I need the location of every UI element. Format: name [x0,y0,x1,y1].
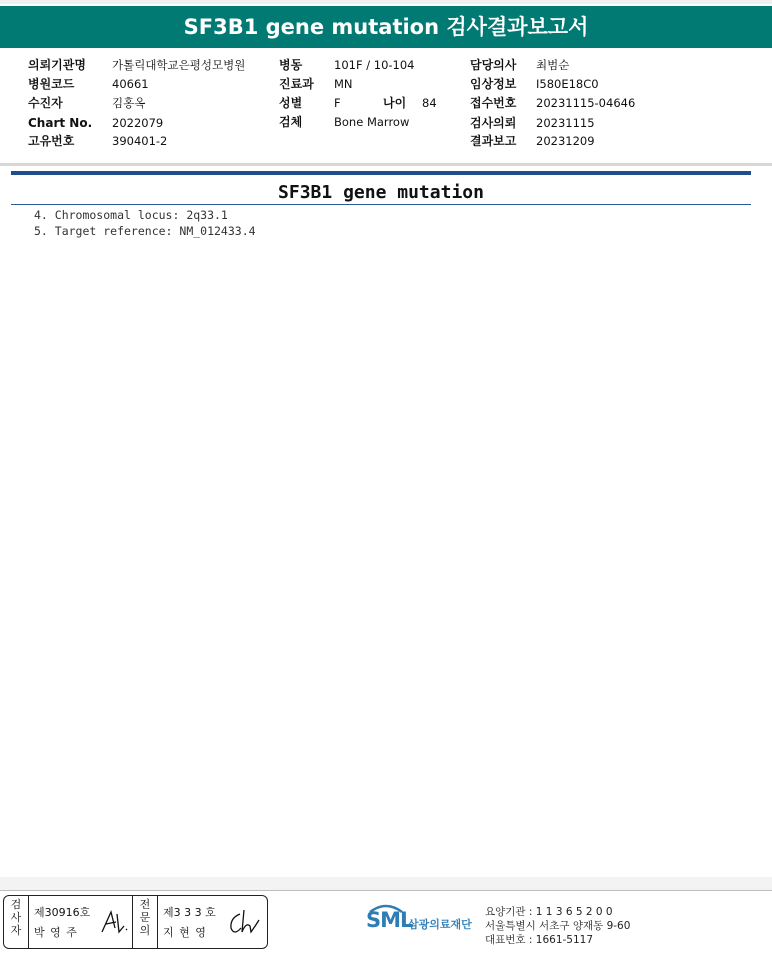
hospital-label: 의뢰기관명 [28,58,86,72]
result-item-reference: 5. Target reference: NM_012433.4 [34,224,256,238]
ward-value: 101F / 10-104 [334,58,415,72]
footer-rule [0,890,772,891]
specialist-label: 전문의 [132,896,158,948]
report-title: SF3B1 gene mutation 검사결과보고서 [0,6,772,48]
top-border [0,0,772,4]
sml-logo-text: SML [366,908,413,932]
report-date-value: 20231209 [536,134,595,148]
specimen-label: 검체 [279,115,303,129]
dept-label: 진료과 [279,77,314,91]
section-title: SF3B1 gene mutation [278,182,484,203]
request-label: 검사의뢰 [470,116,517,130]
age-label: 나이 [383,96,407,110]
examiner-name: 박 영 주 [34,926,78,939]
examiner-number: 제30916호 [34,906,91,919]
chart-label: Chart No. [28,116,93,130]
section-underline [11,204,751,205]
ward-label: 병동 [279,58,303,72]
unique-value: 390401-2 [112,134,168,148]
receipt-value: 20231115-04646 [536,96,636,110]
request-value: 20231115 [536,116,595,130]
result-item-locus: 4. Chromosomal locus: 2q33.1 [34,208,228,222]
patient-value: 김홍옥 [112,96,146,110]
specialist-number: 제3 3 3 호 [163,906,216,919]
hospital-code-label: 병원코드 [28,77,75,91]
signature-box [3,895,268,949]
sex-value: F [334,96,341,110]
footer-band [0,877,772,891]
report-date-label: 결과보고 [470,134,517,148]
clinical-value: I580E18C0 [536,77,599,91]
doctor-label: 담당의사 [470,58,517,72]
header-separator [0,163,772,166]
institution-address: 서울특별시 서초구 양재동 9-60 [485,920,631,932]
clinical-label: 임상정보 [470,77,517,91]
doctor-value: 최범순 [536,58,570,72]
sex-label: 성별 [279,96,303,110]
patient-label: 수진자 [28,96,63,110]
specimen-value: Bone Marrow [334,115,410,129]
hospital-value: 가톨릭대학교은평성모병원 [112,58,246,72]
dept-value: MN [334,77,353,91]
unique-label: 고유번호 [28,134,75,148]
chart-value: 2022079 [112,116,164,130]
institution-phone: 대표번호 : 1661-5117 [485,934,594,946]
institution-code: 요양기관 : 1 1 3 6 5 2 0 0 [485,906,613,918]
age-value: 84 [422,96,437,110]
examiner-label: 검사자 [4,896,29,948]
examiner-signature [99,906,131,938]
hospital-code-value: 40661 [112,77,149,91]
specialist-signature [226,906,262,938]
receipt-label: 접수번호 [470,96,517,110]
sml-logo-subtitle: 삼광의료재단 [408,918,472,931]
section-rule [11,171,751,175]
specialist-name: 지 현 영 [163,926,207,939]
